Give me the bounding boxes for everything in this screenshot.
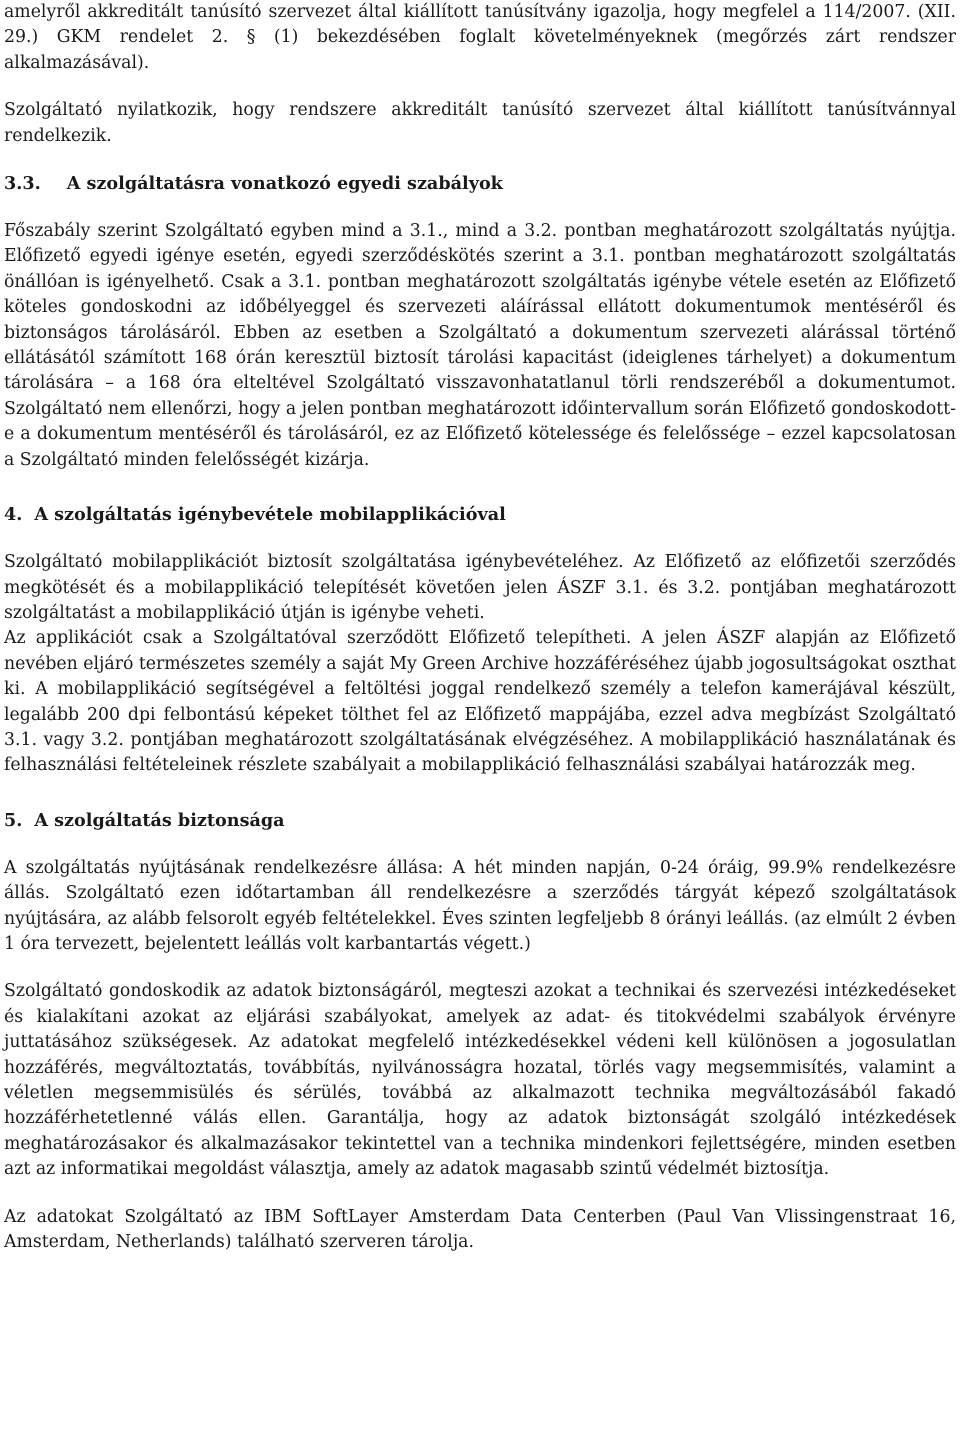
paragraph-service-rules: Főszabály szerint Szolgáltató egyben mind a 3.1., mind a 3.2. pontban meghatározott szolgáltatás nyújtja. Előfizető egyedi igénye esetén, egyedi szerződéskötés szerint a 3.1. pontban meghatározott szolgáltatás önállóan is igényelhető. Csak a 3.1. pontban meghatározott szolgáltatás igénybe vétele esetén az Előfizető köteles gondoskodni az időbélyeggel és szervezeti aláírással ellátott dokumentumok mentéséről és biztonságos tárolásáról. Ebben az esetben a Szolgáltató a dokumentum szervezeti alárással történő ellátásától számított 168 órán keresztül biztosít tárolási kapacitást (ideiglenes tárhelyet) a dokumentum tárolására – a 168 óra elteltével Szolgáltató visszavonhatatlanul törli rendszeréből a dokumentumot. Szolgáltató nem ellenőrzi, hogy a jelen pontban meghatározott időintervallum során Előfizető gondoskodott-e a dokumentum mentéséről és tárolásáról, ez az Előfizető kötelessége és felelőssége – ezzel kapcsolatosan a Szolgáltató minden felelősségét kizárja. [4,221,956,470]
paragraph-data-location: Az adatokat Szolgáltató az IBM SoftLayer Amsterdam Data Centerben (Paul Van Vlissingenstraat 16, Amsterdam, Netherlands) található szerveren tárolja. [4,1206,956,1253]
section-number: 3.3. [4,173,41,195]
section-heading-3-3 [4,171,956,197]
section-title: A szolgáltatásra vonatkozó egyedi szabályok [66,173,503,195]
section-heading-5 [4,808,956,834]
paragraph-certification-statement: Szolgáltató nyilatkozik, hogy rendszere akkreditált tanúsító szervezet által kiállított tanúsítvánnyal rendelkezik. [4,100,956,146]
paragraph-mobile-app-details: Az applikációt csak a Szolgáltatóval szerződött Előfizető telepítheti. A jelen ÁSZF alapján az Előfizető nevében eljáró természetes személy a saját My Green Archive hozzáféréséhez újabb jogosultságokat oszthat ki. A mobilapplikáció segítségével a feltöltési joggal rendelkező személy a telefon kamerájával készült, legalább 200 dpi felbontású képeket tölthet fel az Előfizető mappájába, ezzel adva megbízást Szolgáltató 3.1. vagy 3.2. pontjában meghatározott szolgáltatásának elvégzéséhez. A mobilapplikáció használatának és felhasználási feltételeinek részlete szabályait a mobilapplikáció felhasználási szabályai határozzák meg. [4,628,956,776]
section-title: A szolgáltatás biztonsága [34,809,285,831]
section-number: 4. [4,504,23,526]
paragraph-certification-intro: amelyről akkreditált tanúsító szervezet által kiállított tanúsítvány igazolja, hogy megfelel a 114/2007. (XII. 29.) GKM rendelet 2. § (1) bekezdésében foglalt követelményeknek (megőrzés zárt rendszer alkalmazásával). [4,2,956,73]
section-number: 5. [4,809,23,831]
paragraph-availability: A szolgáltatás nyújtásának rendelkezésre állása: A hét minden napján, 0-24 óráig, 99.9% rendelkezésre állás. Szolgáltató ezen időtartamban áll rendelkezésre a szerződés tárgyát képező szolgáltatások nyújtására, az alább felsorolt egyéb feltételekkel. Éves szinten legfeljebb 8 órányi leállás. (az elmúlt 2 évben 1 óra tervezett, bejelentett leállás volt karbantartás végett.) [4,857,956,954]
paragraph-data-security: Szolgáltató gondoskodik az adatok biztonságáról, megteszi azokat a technikai és szervezési intézkedéseket és kialakítani azokat az eljárási szabályokat, amelyek az adat- és titokvédelmi szabályok érvényre juttatásához szükségesek. Az adatokat megfelelő intézkedésekkel védeni kell különösen a jogosulatlan hozzáférés, megváltoztatás, továbbítás, nyilvánosságra hozatal, törlés vagy megsemmisítés, valamint a véletlen megsemmisülés és sérülés, továbbá az alkalmazott technika megváltozásából fakadó hozzáférhetetlenné válás ellen. Garantálja, hogy az adatok biztonságát szolgáló intézkedések meghatározásakor és alkalmazásakor tekintettel van a technika mindenkori fejlettségére, minden esetben azt az informatikai megoldást választja, amely az adatok magasabb szintű védelmét biztosítja. [4,981,956,1180]
section-title: A szolgáltatás igénybevétele mobilapplikációval [34,504,506,526]
section-heading-4 [4,502,956,528]
paragraph-mobile-app-intro: Szolgáltató mobilapplikációt biztosít szolgáltatása igénybevételéhez. Az Előfizető az előfizetői szerződés megkötését és a mobilapplikáció telepítését követően jelen ÁSZF 3.1. és 3.2. pontjában meghatározott szolgáltatást a mobilapplikáció útján is igénybe veheti. [4,552,956,623]
